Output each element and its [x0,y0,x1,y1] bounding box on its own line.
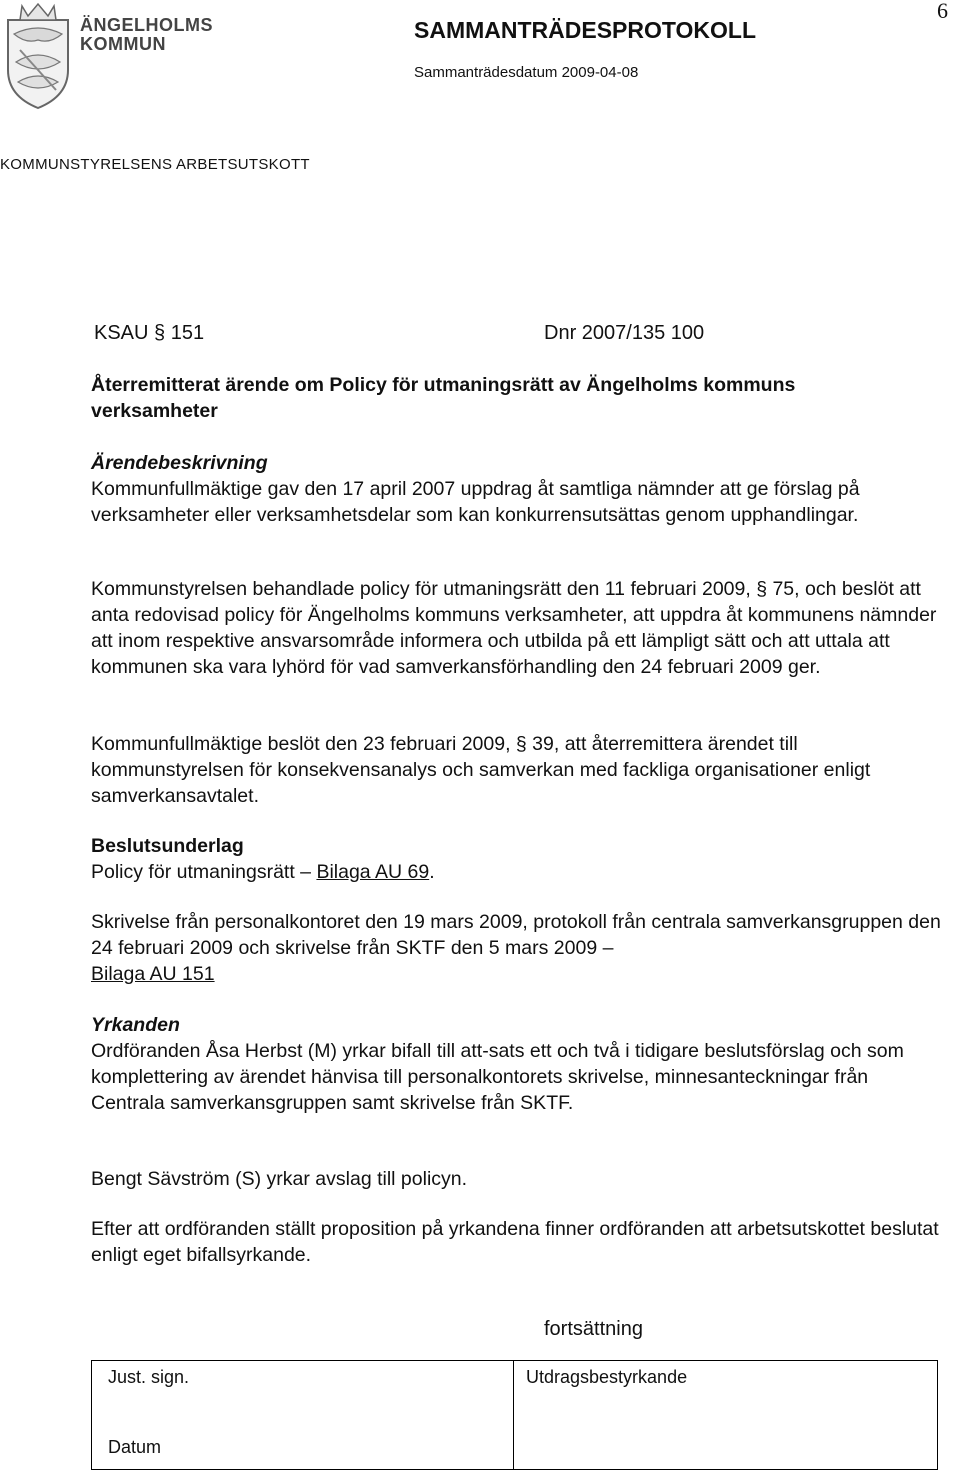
signature-table [91,1360,938,1470]
municipality-name-line1: ÄNGELHOLMS [80,15,213,35]
description-paragraph-2: Kommunstyrelsen behandlade policy för utmaningsrätt den 11 februari 2009, § 75, och beslöt att anta redovisad policy för Ängelholms kommuns verksamheter, att uppdra åt kommunens nämnder att inom respektive ansvarsområde informera och utbilda på ett lämpligt sätt och att uttala att kommunen ska vara lyhörd för vad samverkansförhandling den 24 februari 2009 ger. [91,578,937,678]
attachment-link-au-151[interactable]: Bilaga AU 151 [91,963,215,985]
continued-note: fortsättning [544,1318,643,1340]
motions-paragraph-2: Bengt Sävström (S) yrkar avslag till policyn. [91,1168,468,1190]
meeting-date: Sammanträdesdatum 2009-04-08 [414,64,639,81]
diary-number: Dnr 2007/135 100 [544,322,705,344]
municipality-name-line2: KOMMUN [80,34,166,54]
municipality-name [80,16,213,54]
description-paragraph-1: Kommunfullmäktige gav den 17 april 2007 uppdrag åt samtliga nämnder att ge förslag på verksamheter eller verksamhetsdelar som kan konkurrensutsättas genom upphandlingar. [91,478,860,526]
extract-certification-cell[interactable] [514,1361,938,1470]
description-paragraph-3: Kommunfullmäktige beslöt den 23 februari 2009, § 39, att återremittera ärendet till kommunstyrelsen för konsekvensanalys och samverkan med fackliga organisationer enligt samverkansavtalet. [91,733,871,807]
committee-name: KOMMUNSTYRELSENS ARBETSUTSKOTT [0,156,310,173]
basis-item-1-text: Policy för utmaningsrätt – [91,861,317,883]
description-heading: Ärendebeskrivning [91,452,268,474]
extract-certification-label: Utdragsbestyrkande [526,1367,688,1387]
basis-item-2 [91,909,941,987]
basis-item-1 [91,859,941,885]
basis-heading: Beslutsunderlag [91,835,244,857]
municipal-coat-of-arms-icon [0,0,76,112]
motions-heading: Yrkanden [91,1014,180,1036]
motions-paragraph-3: Efter att ordföranden ställt proposition på yrkandena finner ordföranden att arbetsutskottet beslutat enligt eget bifallsyrkande. [91,1218,939,1266]
signature-cell[interactable] [92,1361,514,1470]
date-label: Datum [108,1437,162,1457]
attachment-link-au-69[interactable]: Bilaga AU 69 [316,861,430,883]
basis-item-1-end: . [429,861,435,883]
page-number: 6 [937,0,948,23]
signature-label: Just. sign. [108,1367,190,1387]
document-title: SAMMANTRÄDESPROTOKOLL [414,17,757,43]
case-number: KSAU § 151 [94,322,205,344]
case-subject: Återremitterat ärende om Policy för utmaningsrätt av Ängelholms kommuns verksamheter [91,374,796,422]
motions-paragraph-1: Ordföranden Åsa Herbst (M) yrkar bifall till att-sats ett och två i tidigare beslutsförslag och som komplettering av ärendet hänvisa till personalkontorets skrivelse, minnesanteckningar från Centrala samverkansgruppen samt skrivelse från SKTF. [91,1040,904,1114]
basis-item-2-text: Skrivelse från personalkontoret den 19 mars 2009, protokoll från centrala samverkansgruppen den 24 februari 2009 och skrivelse från SKTF den 5 mars 2009 – [91,911,941,959]
